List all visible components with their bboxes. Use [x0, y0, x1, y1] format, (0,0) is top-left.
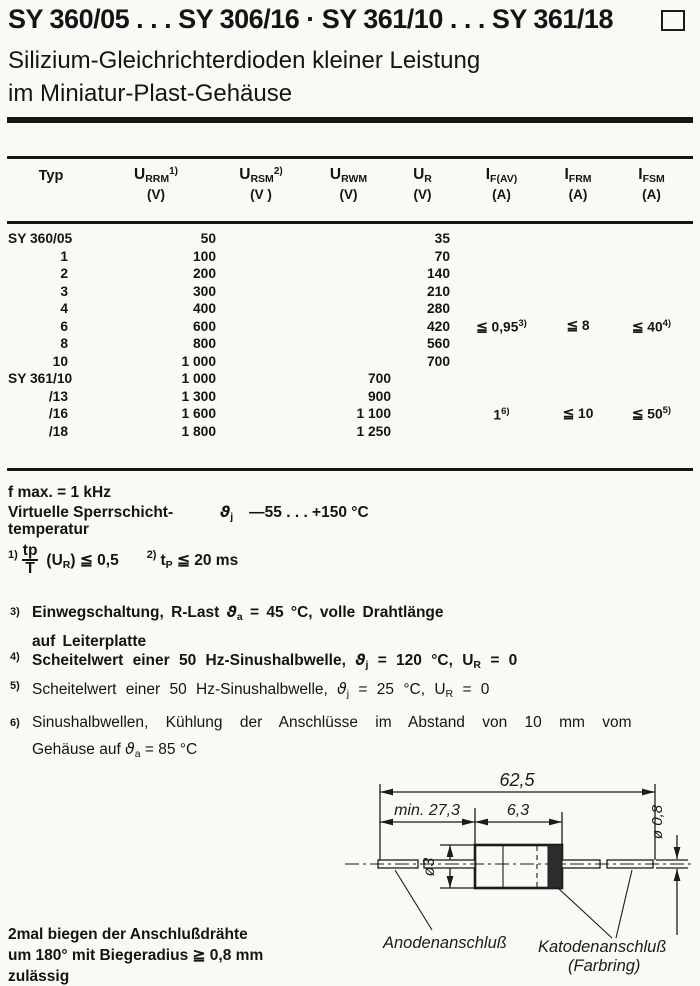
col-urrm: URRM$^{1)}$ (V) — [133, 166, 179, 202]
typ-cell: SY 360/05 — [8, 231, 73, 247]
typ-cell: 2 — [60, 266, 68, 282]
page-title: SY 360/05 . . . SY 306/16 · SY 361/10 . . . SY 361/18 — [8, 4, 613, 34]
footnote-4: 4) Scheitelwert einer 50 Hz-Sinushalbwelle, ϑj = 120 °C, UR = 0 — [10, 651, 518, 671]
package-outline-diagram — [340, 760, 700, 986]
table-mid-rule — [7, 221, 693, 224]
ifsm-cell: ≦ 40$^{4)}$ — [631, 317, 672, 335]
ifav-cell: ≦ 0,95$^{3)}$ — [476, 317, 527, 335]
bend-line2: um 180° mit Biegeradius ≧ 0,8 mm — [8, 947, 264, 964]
table-body — [6, 230, 696, 440]
typ-cell: /16 — [48, 406, 68, 422]
bend-instruction — [8, 924, 263, 986]
col-ur: UR (V) — [413, 166, 432, 202]
dim-wire-diameter: ø 0,8 — [649, 804, 666, 840]
subtitle-line2: im Miniatur-Plast-Gehäuse — [8, 80, 293, 107]
table-row: /18 1 800 1 250 — [6, 423, 696, 441]
typ-cell: 10 — [52, 353, 68, 369]
table-row: SY 361/10 1 000 700 — [8, 371, 391, 387]
footnote6-line1: Sinushalbwellen, Kühlung der Anschlüsse im Abstand von 10 mm vom — [32, 714, 632, 731]
divider-thick — [7, 117, 693, 123]
col-typ: Typ — [38, 168, 64, 184]
typ-cell: SY 361/10 — [8, 371, 73, 387]
col-urwm: URWM (V) — [329, 166, 368, 202]
table-row — [6, 230, 696, 248]
corner-box-icon — [661, 10, 685, 31]
ifsm-cell: ≦ 50$^{5)}$ — [631, 405, 672, 422]
ur-cell: 35 — [434, 231, 450, 247]
cathode-label-2: (Farbring) — [568, 957, 641, 975]
duty-cycle-fraction: $\frac{tp}{T}$ — [22, 542, 38, 577]
col-ursm: URSM$^{2)}$ (V ) — [239, 166, 283, 202]
ifav-cell: 1$^{6)}$ — [493, 405, 510, 423]
dim-overall-length: 62,5 — [499, 770, 535, 790]
typ-cell: /18 — [48, 423, 68, 439]
ifrm-cell: ≦ 8 — [566, 318, 590, 334]
footnote6-line2: Gehäuse auf ϑa = 85 °C — [32, 740, 198, 760]
footnote2-text: tP ≦ 20 ms — [160, 551, 239, 571]
urrm-cell: 50 — [200, 231, 216, 247]
table-row: 6 600 420 ≦ 0,95$^{3)}$ ≦ 8 ≦ 40$^{4)}$ — [6, 318, 696, 336]
subtitle-line1: Silizium-Gleichrichterdioden kleiner Leistung — [8, 47, 481, 74]
table-row: 2 200 140 — [6, 265, 696, 283]
table-row: 3 300 210 — [6, 283, 696, 301]
table-bottom-rule — [7, 468, 693, 471]
junction-temp-line — [8, 503, 369, 522]
junction-label: Virtuelle Sperrschicht- — [8, 504, 174, 521]
table-header — [6, 166, 696, 202]
footnote1-text: (UR) ≦ 0,5 — [46, 551, 119, 571]
footnote-5: 5) Scheitelwert einer 50 Hz-Sinushalbwelle, ϑj = 25 °C, UR = 0 — [10, 680, 490, 700]
dim-lead-length: min. 27,3 — [394, 802, 460, 819]
typ-cell: 1 — [60, 248, 68, 264]
footnote3-line2: auf Leiterplatte — [32, 633, 147, 650]
diode-dimension-drawing — [340, 760, 700, 986]
col-ifrm: IFRM (A) — [564, 166, 592, 202]
col-ifav: IF(AV) (A) — [485, 166, 518, 202]
ifrm-cell: ≦ 10 — [562, 405, 594, 421]
typ-cell: 3 — [60, 283, 68, 299]
table-row: 8 800 560 — [6, 335, 696, 353]
bend-line3: zulässig — [8, 968, 70, 985]
dim-body-diameter: ø3 — [421, 857, 438, 877]
typ-cell: 4 — [60, 301, 68, 317]
cathode-label: Katodenanschluß — [538, 938, 667, 956]
anode-label: Anodenanschluß — [383, 934, 507, 952]
footnote-6: 6) Sinushalbwellen, Kühlung der Anschlüsse im Abstand von 10 mm vom Gehäuse auf ϑa = 85 °C — [8, 710, 632, 764]
junction-range: —55 . . . +150 °C — [249, 504, 369, 521]
footnote-1-2 — [8, 543, 244, 577]
table-row: 4 400 280 — [6, 300, 696, 318]
bend-line1: 2mal biegen der Anschlußdrähte — [8, 926, 248, 943]
typ-cell: 6 — [60, 318, 68, 334]
cathode-band — [548, 845, 562, 888]
col-ifsm: IFSM (A) — [638, 166, 665, 202]
footnote1-marker: 1) — [8, 549, 18, 561]
table-top-rule — [7, 156, 693, 159]
table-row: /13 1 300 900 — [6, 388, 696, 406]
footnote-3: 3) Einwegschaltung, R-Last ϑa = 45 °C, volle Drahtlänge auf Leiterplatte — [8, 599, 444, 655]
table-row: 1 100 70 — [6, 248, 696, 266]
junction-label2: temperatur — [8, 521, 89, 538]
table-row: /16 1 600 1 100 1$^{6)}$ ≦ 10 ≦ 50$^{5)}$ — [6, 405, 696, 423]
page-subtitle — [8, 44, 480, 110]
typ-cell: /13 — [48, 388, 68, 404]
theta-j-symbol: ϑj — [220, 503, 234, 523]
footnote3-line1: Einwegschaltung, R-Last ϑa = 45 °C, volle Drahtlänge — [32, 603, 444, 623]
table-row: 10 1 000 700 — [6, 353, 696, 371]
fmax-note: f max. = 1 kHz — [8, 484, 111, 501]
footnote2-marker: 2) — [146, 549, 157, 561]
typ-cell: 8 — [60, 336, 68, 352]
dim-body-length: 6,3 — [506, 802, 530, 819]
